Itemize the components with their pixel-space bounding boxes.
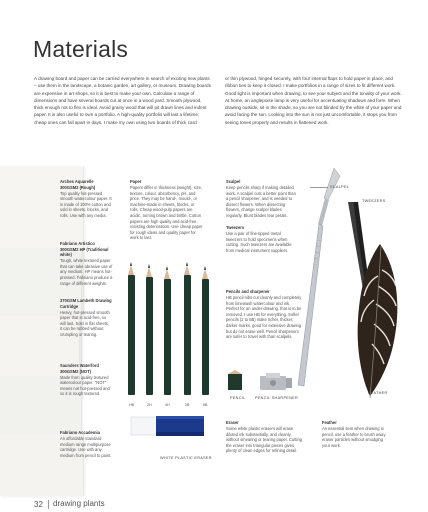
caption-eraser-body: Some white plastic erasers will erase diluted ink substantially, and cleanly, without smearing or tearing paper. Cutting the eraser into triangular pieces gives plenty of clean edges for refining detail. — [226, 426, 303, 454]
pencil-grade-label: 6B — [203, 403, 208, 407]
caption-scalpel — [226, 179, 298, 219]
intro-text-left: A drawing board and paper can be carried everywhere in search of exciting new plants – use them in the landscape, a botanic garden, art gallery, or museum. Drawing boards are expensive in art shops, so it is best to make your own. Calculate a range of dimensions and have several boards cut at once in a wood yard. Smooth plywood, thick enough not to flex is ideal. Avoid grainy wood that will pit drawn lines and indent paper. It is also useful to own a portfolio. A high-quality portfolio will last a lifetime; cheap ones can fall apart in days. I make my own using two boards of thick card — [34, 76, 211, 125]
caption-pencils-heading: Pencils and sharpener — [226, 289, 270, 294]
caption-feather-heading: Feather — [322, 420, 337, 425]
caption-eraser-heading: Eraser — [226, 420, 239, 425]
footer-divider — [48, 500, 49, 509]
pencil-grade-label: 4H — [165, 403, 170, 407]
caption-fabriano-accademia-heading: Fabriano Accademia — [60, 430, 100, 435]
caption-arches-heading: Arches Aquarelle 300GSM2 (Rough) — [60, 179, 96, 190]
section-name: drawing plants — [53, 499, 105, 508]
intro-text-right: or thin plywood, hinged securely, with four internal flaps to hold paper in place, and ribbon ties to keep it closed. I make portfolios in a range of sizes to fit different work. Good light is important when drawing, to see your subject and the tonality of your work. At home, an anglepoise lamp is very useful for accentuating shadows and form. When drawing outside, sit in the shade, so you are not blinded by the white of your paper and avoid facing the sun. Looking into the sun is not just uncomfortable, it stops you from seeing tones properly and results in flattened work. — [225, 76, 402, 125]
caption-paper — [130, 179, 203, 241]
pencil-label: PENCIL — [230, 396, 246, 400]
caption-paper-body: Papers differ in thickness (weight), size, texture, colour, absorbency, pH, and price. They may be hand-, mould-, or machine-made in sheets, blocks, or rolls. Cheap wood-pulp papers are acidic, turning brown and brittle. Cotton papers are high quality and acid-free, resisting deterioration. Use cheap paper for rough ideas and quality paper for work to last. — [130, 185, 203, 241]
feather-image — [348, 240, 410, 400]
page-title: Materials — [33, 36, 129, 62]
scalpel-image — [294, 166, 346, 396]
white-plastic-eraser-label: WHITE PLASTIC ERASER — [160, 456, 212, 460]
caption-fabriano-artistico-heading: Fabriano Artistico 300GSM2 HP (Traditional white) — [60, 241, 109, 258]
scalpel-label: SCALPEL — [330, 185, 350, 189]
caption-lambeth — [60, 298, 112, 338]
caption-feather — [322, 420, 388, 448]
caption-scalpel-heading: Scalpel — [226, 179, 241, 184]
caption-tweezers — [226, 225, 298, 253]
page-number: 32 — [34, 500, 43, 509]
caption-tweezers-body: Use a pair of fine-tipped metal tweezers to hold specimens when cutting. Such tweezers are available from medical instrument suppliers. — [226, 231, 292, 253]
caption-arches — [60, 179, 112, 219]
caption-lambeth-body: Heavy, hot-pressed smooth paper that is acid-free, so will last. Sold in flat sheets, it can be rubbed without crumpling or tearing. — [60, 309, 110, 338]
caption-saunders — [60, 363, 112, 397]
white-plastic-eraser-image — [130, 415, 214, 441]
caption-pencils-body: HB pencil nibs cut cleanly and completely from limewash watercolour and ink. Perfect for an under-drawing, that is to be removed. I use HB for everything. Softer pencils (2 to 6B) make richer, thicker, darker marks, good for extensive drawing but do not erase well. Pencil sharpeners are safer to travel with than scalpels. — [226, 295, 302, 340]
caption-saunders-heading: Saunders Waterford 300GSM2 (NOT) — [60, 363, 99, 374]
tweezers-label: TWEEZERS — [362, 199, 386, 203]
pencil-grade-label: 2H — [147, 403, 152, 407]
pencil-and-sharpener-image — [226, 370, 326, 394]
caption-feather-body: An essential item when drawing in pencil, use a feather to brush away eraser particles without smudging your work. — [322, 426, 386, 448]
caption-arches-body: Top quality hot-pressed smooth watercolour paper. It is made of 100% cotton and sold in sheets, blocks, and rolls. Use with any media. — [60, 190, 112, 219]
pencil-sharpener-label: PENCIL SHARPENER — [255, 396, 299, 400]
caption-eraser — [226, 420, 303, 454]
caption-fabriano-artistico — [60, 241, 114, 286]
pencil-grade-label: HB — [129, 403, 134, 407]
caption-pencils — [226, 289, 302, 340]
feather-label: FEATHER — [368, 391, 388, 395]
caption-paper-heading: Paper — [130, 179, 142, 184]
caption-scalpel-body: Keep pencils sharp if making detailed work. A scalpel cuts a better point than a pencil sharpener, and is needed to dissect flowers. When dissecting flowers, change scalpel blades regularly. Blunt blades tear petals. — [226, 185, 296, 219]
caption-tweezers-heading: Tweezers — [226, 225, 245, 230]
caption-fabriano-accademia — [60, 430, 115, 458]
pencil-grade-label: 2B — [185, 403, 190, 407]
caption-lambeth-heading: 370GSM Lambeth Drawing Cartridge — [60, 298, 112, 309]
caption-fabriano-accademia-body: An affordable standard medium range multipurpose cartridge. Use with any medium from pencil to paint. — [60, 436, 112, 458]
caption-saunders-body: Made from quality textured watercolour paper. "NOT" means not hot-pressed and so it is rough textured. — [60, 374, 110, 397]
caption-fabriano-artistico-body: Tough, white textured paper that can take abrasive use of any medium. HP means hot-pressed. Fabriano produce a range of different weights. — [60, 258, 113, 286]
